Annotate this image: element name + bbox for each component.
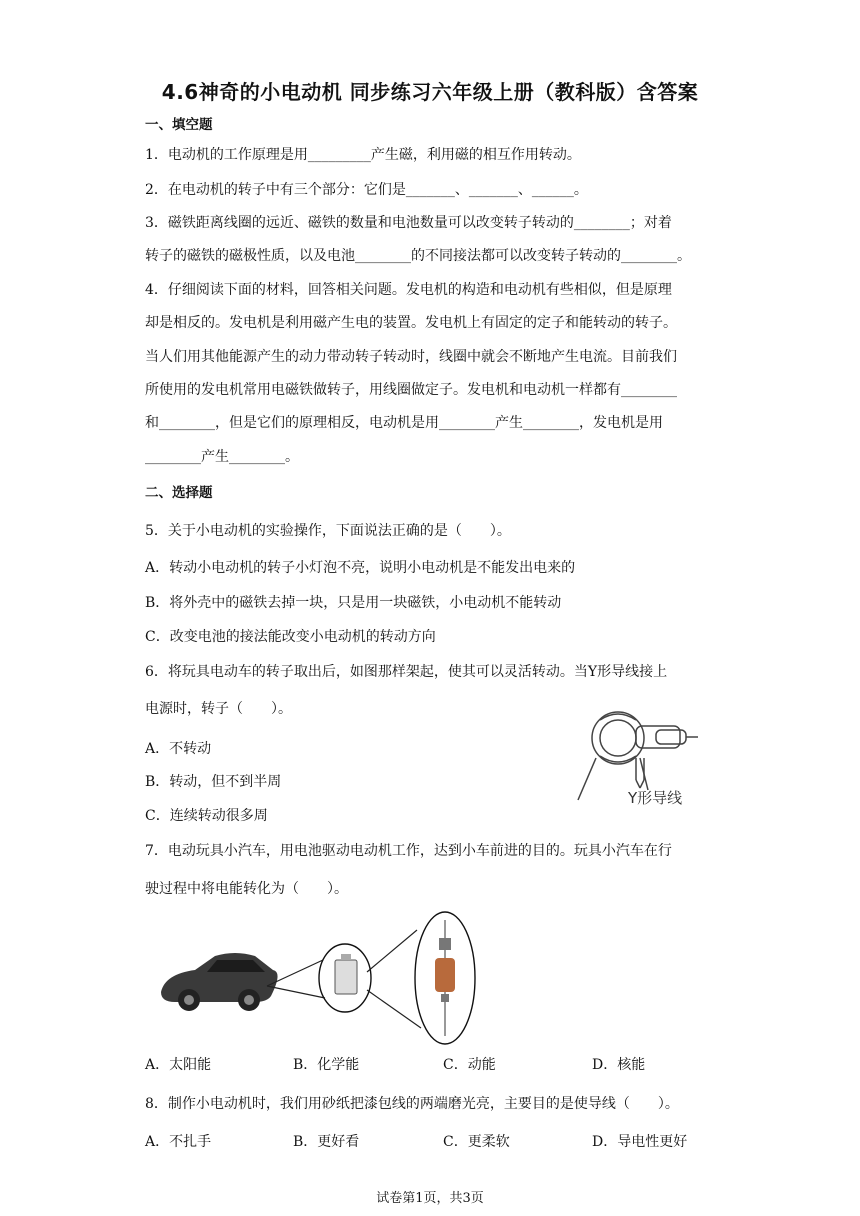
question-7-stem: 7．电动玩具小汽车，用电池驱动电动机工作，达到小车前进的目的。玩具小汽车在行 (145, 843, 672, 859)
question-4-line: ________产生________。 (145, 449, 299, 465)
question-8-option-a: A．不扎手 (145, 1134, 212, 1150)
question-3-line: 转子的磁铁的磁极性质，以及电池________的不同接法都可以改变转子转动的________。 (145, 248, 691, 264)
question-1: 1．电动机的工作原理是用_________产生磁，利用磁的相互作用转动。 (145, 147, 581, 163)
question-7-option-a: A．太阳能 (145, 1057, 212, 1073)
question-2: 2．在电动机的转子中有三个部分：它们是_______、_______、______。 (145, 182, 588, 198)
car-icon (161, 953, 278, 1011)
section-fill-heading: 一、填空题 (145, 117, 213, 133)
question-6-option-c: C．连续转动很多周 (145, 808, 268, 824)
question-4-line: 和________，但是它们的原理相反，电动机是用________产生________，发电机是用 (145, 415, 663, 431)
question-5-option-c: C．改变电池的接法能改变小电动机的转动方向 (145, 629, 436, 645)
question-7-option-b: B．化学能 (293, 1057, 360, 1073)
question-8-option-c: C．更柔软 (443, 1134, 510, 1150)
toy-car-motor-figure (155, 910, 495, 1045)
question-8-option-b: B．更好看 (293, 1134, 360, 1150)
question-6-stem: 6．将玩具电动车的转子取出后，如图那样架起，使其可以灵活转动。当Y形导线接上 (145, 664, 668, 680)
y-wire-label: Y形导线 (628, 789, 683, 807)
page-footer: 试卷第1页，共3页 (376, 1191, 484, 1206)
question-6-stem: 电源时，转子（ ）。 (145, 701, 292, 717)
question-8-option-d: D．导电性更好 (592, 1134, 688, 1150)
question-3-line: 3．磁铁距离线圈的远近、磁铁的数量和电池数量可以改变转子转动的________；对着 (145, 215, 672, 231)
page-title: 4.6神奇的小电动机 同步练习六年级上册（教科版）含答案 (161, 80, 699, 104)
rotor-stand-figure (570, 700, 720, 810)
question-5-stem: 5．关于小电动机的实验操作，下面说法正确的是（ ）。 (145, 523, 511, 539)
question-4-line: 4．仔细阅读下面的材料，回答相关问题。发电机的构造和电动机有些相似，但是原理 (145, 282, 672, 298)
question-6-option-b: B．转动，但不到半周 (145, 774, 282, 790)
question-4-line: 所使用的发电机常用电磁铁做转子，用线圈做定子。发电机和电动机一样都有________ (145, 382, 677, 398)
question-4-line: 当人们用其他能源产生的动力带动转子转动时，线圈中就会不断地产生电流。目前我们 (145, 349, 677, 365)
section-choice-heading: 二、选择题 (145, 485, 213, 501)
question-8-stem: 8．制作小电动机时，我们用砂纸把漆包线的两端磨光亮，主要目的是使导线（ ）。 (145, 1096, 679, 1112)
question-7-option-d: D．核能 (592, 1057, 646, 1073)
question-7-option-c: C．动能 (443, 1057, 496, 1073)
question-4-line: 却是相反的。发电机是利用磁产生电的装置。发电机上有固定的定子和能转动的转子。 (145, 315, 677, 331)
question-7-stem: 驶过程中将电能转化为（ ）。 (145, 881, 348, 897)
question-5-option-a: A．转动小电动机的转子小灯泡不亮，说明小电动机是不能发出电来的 (145, 560, 576, 576)
question-6-option-a: A．不转动 (145, 741, 212, 757)
question-5-option-b: B．将外壳中的磁铁去掉一块，只是用一块磁铁，小电动机不能转动 (145, 595, 562, 611)
